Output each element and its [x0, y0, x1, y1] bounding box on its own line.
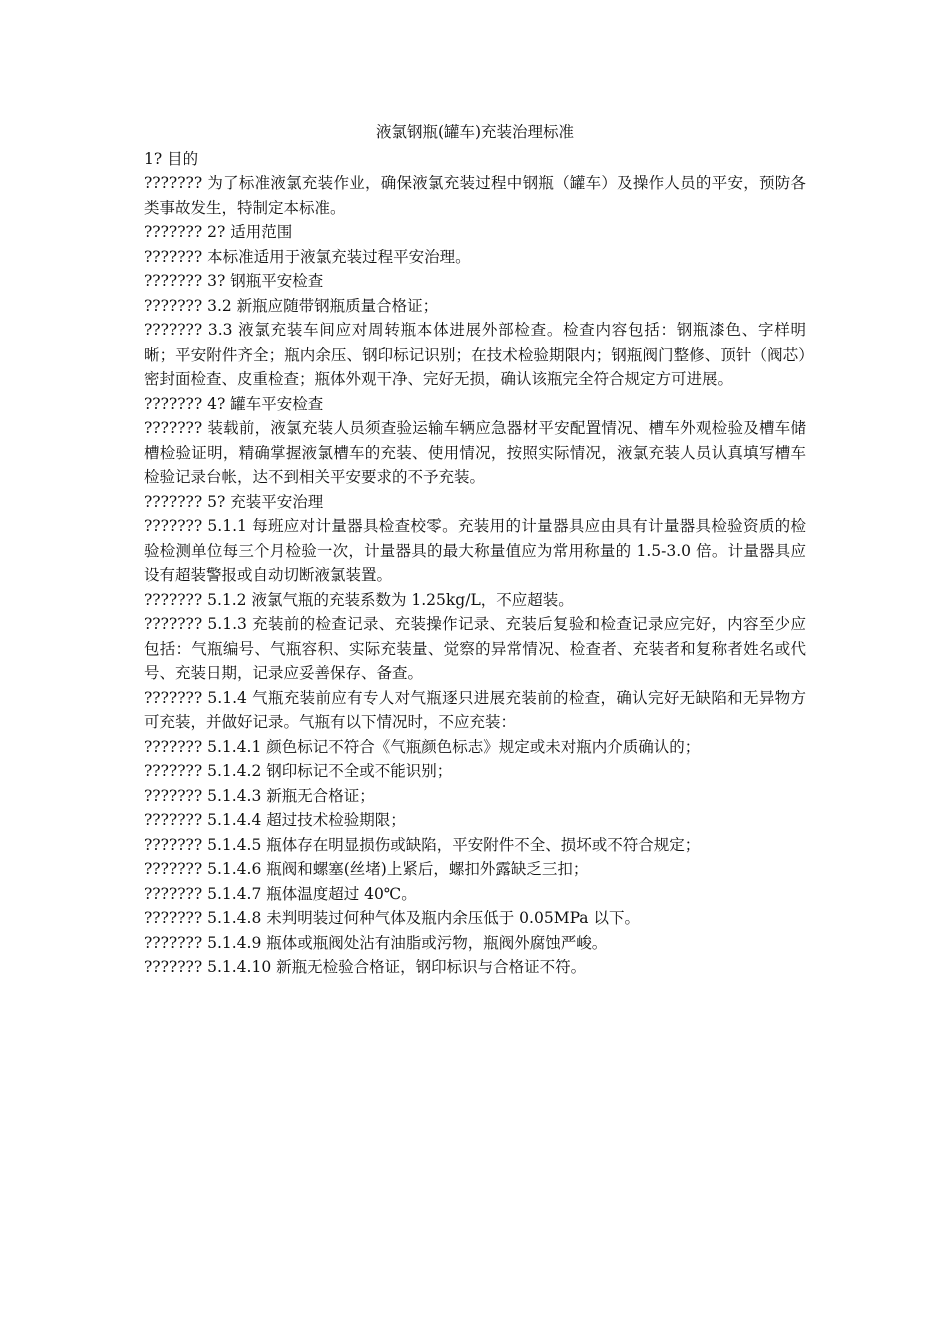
heading-filling-management: ??????? 5? 充装平安治理 [144, 492, 324, 511]
document-page [144, 120, 806, 980]
list-item-5-1-4-2: ??????? 5.1.4.2 钢印标记不全或不能识别； [144, 762, 453, 780]
heading-cylinder-check: ??????? 3? 钢瓶平安检查 [144, 272, 324, 290]
document-title: 液氯钢瓶(罐车)充装治理标准 [375, 123, 575, 141]
list-item-5-1-4-3: ??????? 5.1.4.3 新瓶无合格证； [144, 786, 375, 805]
heading-tanker-check: ??????? 4? 罐车平安检查 [144, 394, 324, 413]
paragraph-tanker: ??????? 装载前，液氯充装人员须查验运输车辆应急器材平安配置情况、槽车外观检验及槽车储槽检验证明，精确掌握液氯槽车的充装、使用情况，按照实际情况，液氯充装人员认真填写槽车检验记录台帐，达不到相关平安要求的不予充装。 [144, 419, 806, 486]
paragraph-scope: ??????? 本标准适用于液氯充装过程平安治理。 [144, 247, 471, 266]
list-item-5-1-4-10: ??????? 5.1.4.10 新瓶无检验合格证，钢印标识与合格证不符。 [144, 958, 587, 976]
list-item-5-1-4-6: ??????? 5.1.4.6 瓶阀和螺塞(丝堵)上紧后，螺扣外露缺乏三扣； [144, 860, 589, 878]
list-item-5-1-4-5: ??????? 5.1.4.5 瓶体存在明显损伤或缺陷，平安附件不全、损坏或不符合规定； [144, 835, 701, 854]
list-item-5-1-4-7: ??????? 5.1.4.7 瓶体温度超过 40℃。 [144, 884, 417, 903]
heading-scope: ??????? 2? 适用范围 [144, 223, 293, 241]
paragraph-3-3: ??????? 3.3 液氯充装车间应对周转瓶本体进展外部检查。检查内容包括：钢瓶漆色、字样明晰；平安附件齐全；瓶内余压、钢印标记识别；在技术检验期限内；钢瓶阀门整修、顶针（阀芯）密封面检查、皮重检查；瓶体外观干净、完好无损，确认该瓶完全符合规定方可进展。 [144, 321, 806, 388]
paragraph-5-1-3: ??????? 5.1.3 充装前的检查记录、充装操作记录、充装后复验和检查记录应完好，内容至少应包括：气瓶编号、气瓶容积、实际充装量、觉察的异常情况、检查者、充装者和复称者姓名或代号、充装日期，记录应妥善保存、备查。 [144, 615, 806, 682]
paragraph-5-1-2: ??????? 5.1.2 液氯气瓶的充装系数为 1.25kg/L，不应超装。 [144, 590, 574, 609]
paragraph-5-1-1: ??????? 5.1.1 每班应对计量器具检查校零。充装用的计量器具应由具有计量器具检验资质的检验检测单位每三个月检验一次，计量器具的最大称量值应为常用称量的 1.5-3.0 倍。计量器具应设有超装警报或自动切断液氯装置。 [144, 517, 806, 584]
paragraph-purpose: ??????? 为了标准液氯充装作业，确保液氯充装过程中钢瓶（罐车）及操作人员的平安，预防各类事故发生，特制定本标准。 [144, 174, 806, 217]
list-item-5-1-4-4: ??????? 5.1.4.4 超过技术检验期限； [144, 811, 406, 829]
heading-purpose: 1? 目的 [144, 149, 199, 168]
document-body [144, 147, 806, 980]
list-item-5-1-4-1: ??????? 5.1.4.1 颜色标记不符合《气瓶颜色标志》规定或未对瓶内介质确认的； [144, 737, 701, 756]
paragraph-3-2: ??????? 3.2 新瓶应随带钢瓶质量合格证； [144, 296, 439, 315]
list-item-5-1-4-8: ??????? 5.1.4.8 未判明装过何种气体及瓶内余压低于 0.05MPa 以下。 [144, 909, 640, 927]
paragraph-5-1-4: ??????? 5.1.4 气瓶充装前应有专人对气瓶逐只进展充装前的检查，确认完好无缺陷和无异物方可充装，并做好记录。气瓶有以下情况时，不应充装： [144, 688, 806, 731]
list-item-5-1-4-9: ??????? 5.1.4.9 瓶体或瓶阀处沾有油脂或污物，瓶阀外腐蚀严峻。 [144, 933, 608, 952]
